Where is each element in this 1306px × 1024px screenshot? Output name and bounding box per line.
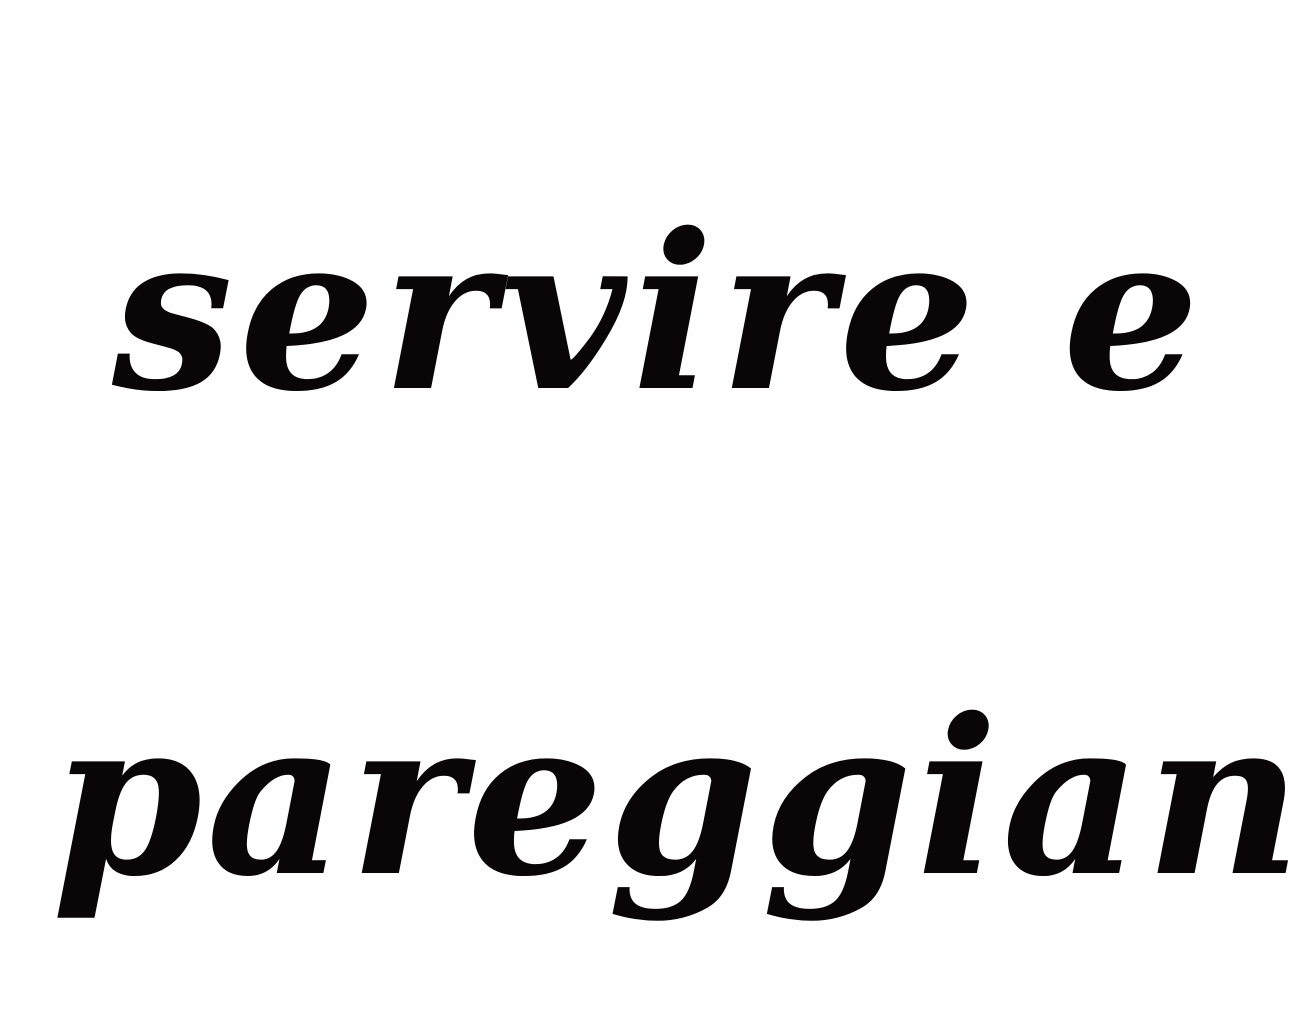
text-line-2: pareggian <box>52 671 1306 924</box>
text-line-1: servire e <box>112 186 1206 439</box>
